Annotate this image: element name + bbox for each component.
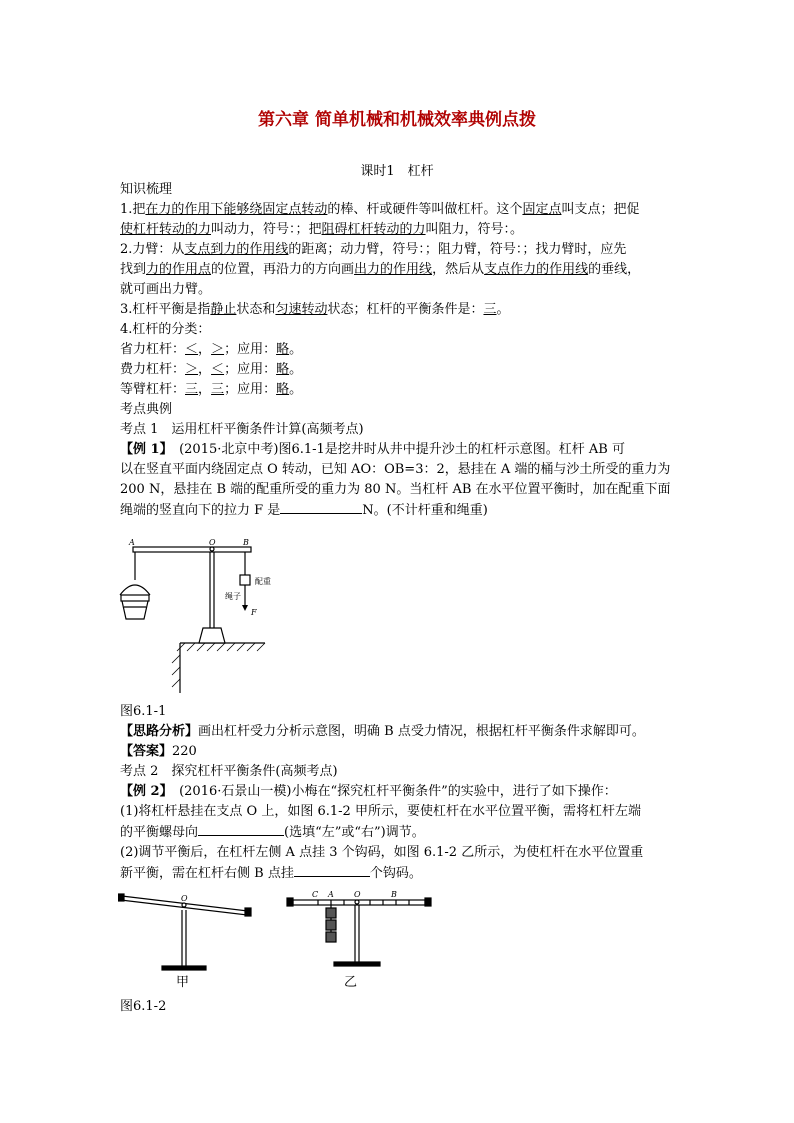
topic-2: 考点 2 探究杠杆平衡条件(高频考点) xyxy=(120,764,338,779)
label-rope: 绳子 xyxy=(225,592,241,601)
figure-6-1-2 xyxy=(118,888,438,993)
answer-blank xyxy=(280,500,362,514)
point-2-cont: 找到力的作用点的位置，再沿力的方向画出力的作用线，然后从支点作力的作用线的垂线， xyxy=(120,262,641,277)
figure-6-1-1 xyxy=(115,535,315,695)
example-1-line-3: 200 N，悬挂在 B 端的配重所受的重力为 80 N。当杠杆 AB 在水平位置平衡时，加在配重下面 xyxy=(120,482,671,497)
label-A: A xyxy=(129,538,135,547)
point-2: 2.力臂：从支点到力的作用线的距离；动力臂，符号：；阻力臂，符号：；找力臂时，应先 xyxy=(120,242,627,257)
point-3: 3.杠杆平衡是指静止状态和匀速转动状态；杠杆的平衡条件是：三。 xyxy=(120,302,510,317)
example-1-line-2: 以在竖直平面内绕固定点 O 转动，已知 AO：OB=3：2，悬挂在 A 端的桶与沙土所受的重力为 xyxy=(120,462,671,477)
example-2-line-1: 【例 2】 (2016·石景山一模)小梅在“探究杠杆平衡条件”的实验中，进行了如下操作： xyxy=(120,784,617,799)
example-1-line-1: 【例 1】 (2015·北京中考)图6.1-1是挖井时从井中提升沙土的杠杆示意图。杠杆 AB 可 xyxy=(120,442,625,457)
label-O: O xyxy=(209,538,216,547)
figure-6-1-1-caption: 图6.1-1 xyxy=(120,704,167,719)
lever-type-equal-arm: 等臂杠杆：三，三；应用：略。 xyxy=(120,382,303,397)
lever-type-force-costing: 费力杠杆：＞，＜；应用：略。 xyxy=(120,362,303,377)
analysis: 【思路分析】画出杠杆受力分析示意图，明确 B 点受力情况，根据杠杆平衡条件求解即可。 xyxy=(120,724,645,739)
label-F: F xyxy=(251,608,257,617)
label-jia: 甲 xyxy=(176,975,190,990)
point-4: 4.杠杆的分类： xyxy=(120,322,211,337)
yi-label-A: A xyxy=(328,890,334,899)
examples-heading: 考点典例 xyxy=(120,402,173,417)
label-yi: 乙 xyxy=(344,975,358,990)
example-2-line-3: 的平衡螺母向 (选填“左”或“右”)调节。 xyxy=(120,822,680,843)
lever-type-force-saving: 省力杠杆：＜，＞；应用：略。 xyxy=(120,342,303,357)
point-1-cont: 使杠杆转动的力叫动力，符号：；把阻碍杠杆转动的力叫阻力，符号：。 xyxy=(120,222,524,237)
yi-label-O: O xyxy=(354,890,361,899)
yi-label-C: C xyxy=(312,890,319,899)
example-2-line-4: (2)调节平衡后，在杠杆左侧 A 点挂 3 个钩码，如图 6.1-2 乙所示，为使杠杆在水平位置重 xyxy=(120,845,644,860)
knowledge-heading: 知识梳理 xyxy=(120,182,173,197)
jia-label-O: O xyxy=(181,894,188,903)
hooks-blank xyxy=(294,863,370,877)
apparatus-yi xyxy=(287,898,431,966)
example-1-solution xyxy=(120,702,680,884)
yi-label-B: B xyxy=(391,890,397,899)
topic-1: 考点 1 运用杠杆平衡条件计算(高频考点) xyxy=(120,422,364,437)
answer: 【答案】220 xyxy=(120,744,197,759)
apparatus-jia xyxy=(118,894,251,970)
example-2-line-2: (1)将杠杆悬挂在支点 O 上，如图 6.1-2 甲所示，要使杠杆在水平位置平衡，需将杠杆左端 xyxy=(120,804,641,819)
figure-6-1-2-caption: 图6.1-2 xyxy=(120,999,167,1014)
lesson-title: 课时1 杠杆 xyxy=(360,164,434,179)
page-title: 第六章 简单机械和机械效率典例点拨 xyxy=(258,110,536,130)
point-1: 1.把在力的作用下能够绕固定点转动的棒、杆或硬件等叫做杠杆。这个固定点叫支点；把促 xyxy=(120,202,640,217)
label-B: B xyxy=(243,538,249,547)
label-counterweight: 配重 xyxy=(255,577,271,586)
knowledge-section xyxy=(120,180,680,521)
example-2-line-5: 新平衡，需在杠杆右侧 B 点挂 个钩码。 xyxy=(120,863,680,884)
point-2-end: 就可画出力臂。 xyxy=(120,282,212,297)
example-1-line-4: 绳端的竖直向下的拉力 F 是 N。(不计杆重和绳重) xyxy=(120,500,680,521)
direction-blank xyxy=(198,822,284,836)
